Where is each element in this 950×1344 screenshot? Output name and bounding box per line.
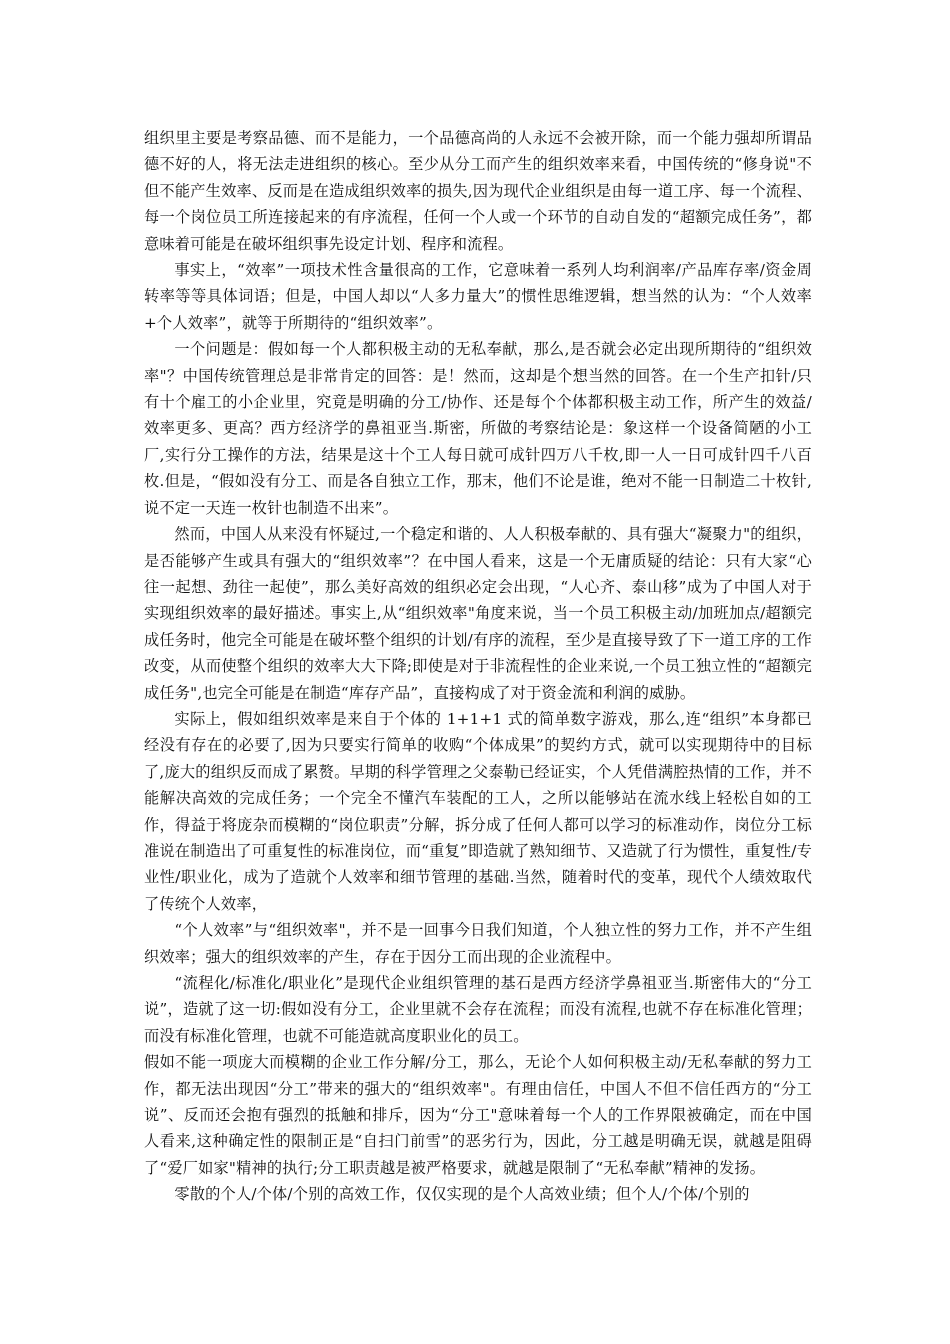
paragraph-1: 组织里主要是考察品德、而不是能力，一个品德高尚的人永远不会被开除，而一个能力强却所谓品德不好的人，将无法走进组织的核心。至少从分工而产生的组织效率来看，中国传统的“修身说"不但不能产生效率、反而是在造成组织效率的损失,因为现代企业组织是由每一道工序、每一个流程、每一个岗位员工所连接起来的有序流程，任何一个人或一个环节的自动自发的“超额完成任务”，都意味着可能是在破坏组织事先设定计划、程序和流程。 [144,129,812,253]
paragraph-8: 假如不能一项庞大而模糊的企业工作分解/分工，那么，无论个人如何积极主动/无私奉献的努力工作，都无法出现因“分工”带来的强大的“组织效率"。有理由信任，中国人不但不信任西方的“分工说”、反而还会抱有强烈的抵触和排斥，因为“分工"意味着每一个人的工作界限被确定，而在中国人看来,这种确定性的限制正是“自扫门前雪”的恶劣行为，因此，分工越是明确无误，就越是阻碍了“爱厂如家"精神的执行;分工职责越是被严格要求，就越是限制了“无私奉献”精神的发扬。 [144,1053,812,1177]
paragraph-9: 零散的个人/个体/个别的高效工作，仅仅实现的是个人高效业绩；但个人/个体/个别的 [174,1185,750,1204]
paragraph-7: “流程化/标准化/职业化”是现代企业组织管理的基石是西方经济学鼻祖亚当.斯密伟大的“分工说”，造就了这一切:假如没有分工，企业里就不会存在流程；而没有流程,也就不存在标准化管理；而没有标准化管理，也就不可能造就高度职业化的员工。 [144,974,812,1045]
paragraph-5: 实际上，假如组织效率是来自于个体的 1+1+1 式的简单数字游戏，那么,连“组织”本身都已经没有存在的必要了,因为只要实行简单的收购“个体成果”的契约方式，就可以实现期待中的目标了,庞大的组织反而成了累赘。早期的科学管理之父泰勒已经证实，个人凭借满腔热情的工作，并不能解决高效的完成任务；一个完全不懂汽车装配的工人，之所以能够站在流水线上轻松自如的工作，得益于将庞杂而模糊的“岗位职责”分解，拆分成了任何人都可以学习的标准动作，岗位分工标准说在制造出了可重复性的标准岗位，而“重复”即造就了熟知细节、又造就了行为惯性，重复性/专业性/职业化，成为了造就个人效率和细节管理的基础.当然，随着时代的变革，现代个人绩效取代了传统个人效率， [144,709,812,913]
paragraph-3: 一个问题是：假如每一个人都积极主动的无私奉献，那么,是否就会必定出现所期待的“组织效率"？中国传统管理总是非常肯定的回答：是！然而，这却是个想当然的回答。在一个生产扣针/只有十个雇工的小企业里，究竟是明确的分工/协作、还是每个个体都积极主动工作，所产生的效益/效率更多、更高？西方经济学的鼻祖亚当.斯密，所做的考察结论是：象这样一个设备简陋的小工厂,实行分工操作的方法，结果是这十个工人每日就可成针四万八千枚,即一人一日可成针四千八百枚.但是，“假如没有分工、而是各自独立工作，那末，他们不论是谁，绝对不能一日制造二十枚针,说不定一天连一枚针也制造不出来”。 [144,340,812,517]
document-page [144,125,812,1208]
paragraph-6: “个人效率”与“组织效率"，并不是一回事今日我们知道，个人独立性的努力工作，并不产生组织效率；强大的组织效率的产生，存在于因分工而出现的企业流程中。 [144,921,812,966]
paragraph-4: 然而，中国人从来没有怀疑过,一个稳定和谐的、人人积极奉献的、具有强大“凝聚力"的组织，是否能够产生或具有强大的“组织效率”？在中国人看来，这是一个无庸质疑的结论：只有大家“心往一起想、劲往一起使”，那么美好高效的组织必定会出现，“人心齐、泰山移”成为了中国人对于实现组织效率的最好描述。事实上,从“组织效率"角度来说，当一个员工积极主动/加班加点/超额完成任务时，他完全可能是在破坏整个组织的计划/有序的流程，至少是直接导致了下一道工序的工作改变，从而使整个组织的效率大大下降;即使是对于非流程性的企业来说,一个员工独立性的“超额完成任务",也完全可能是在制造“库存产品”，直接构成了对于资金流和利润的威胁。 [144,525,812,702]
paragraph-2: 事实上，“效率”一项技术性含量很高的工作，它意味着一系列人均利润率/产品库存率/资金周转率等等具体词语；但是，中国人却以“人多力量大”的惯性思维逻辑，想当然的认为：“个人效率+个人效率”，就等于所期待的“组织效率”。 [144,261,812,332]
